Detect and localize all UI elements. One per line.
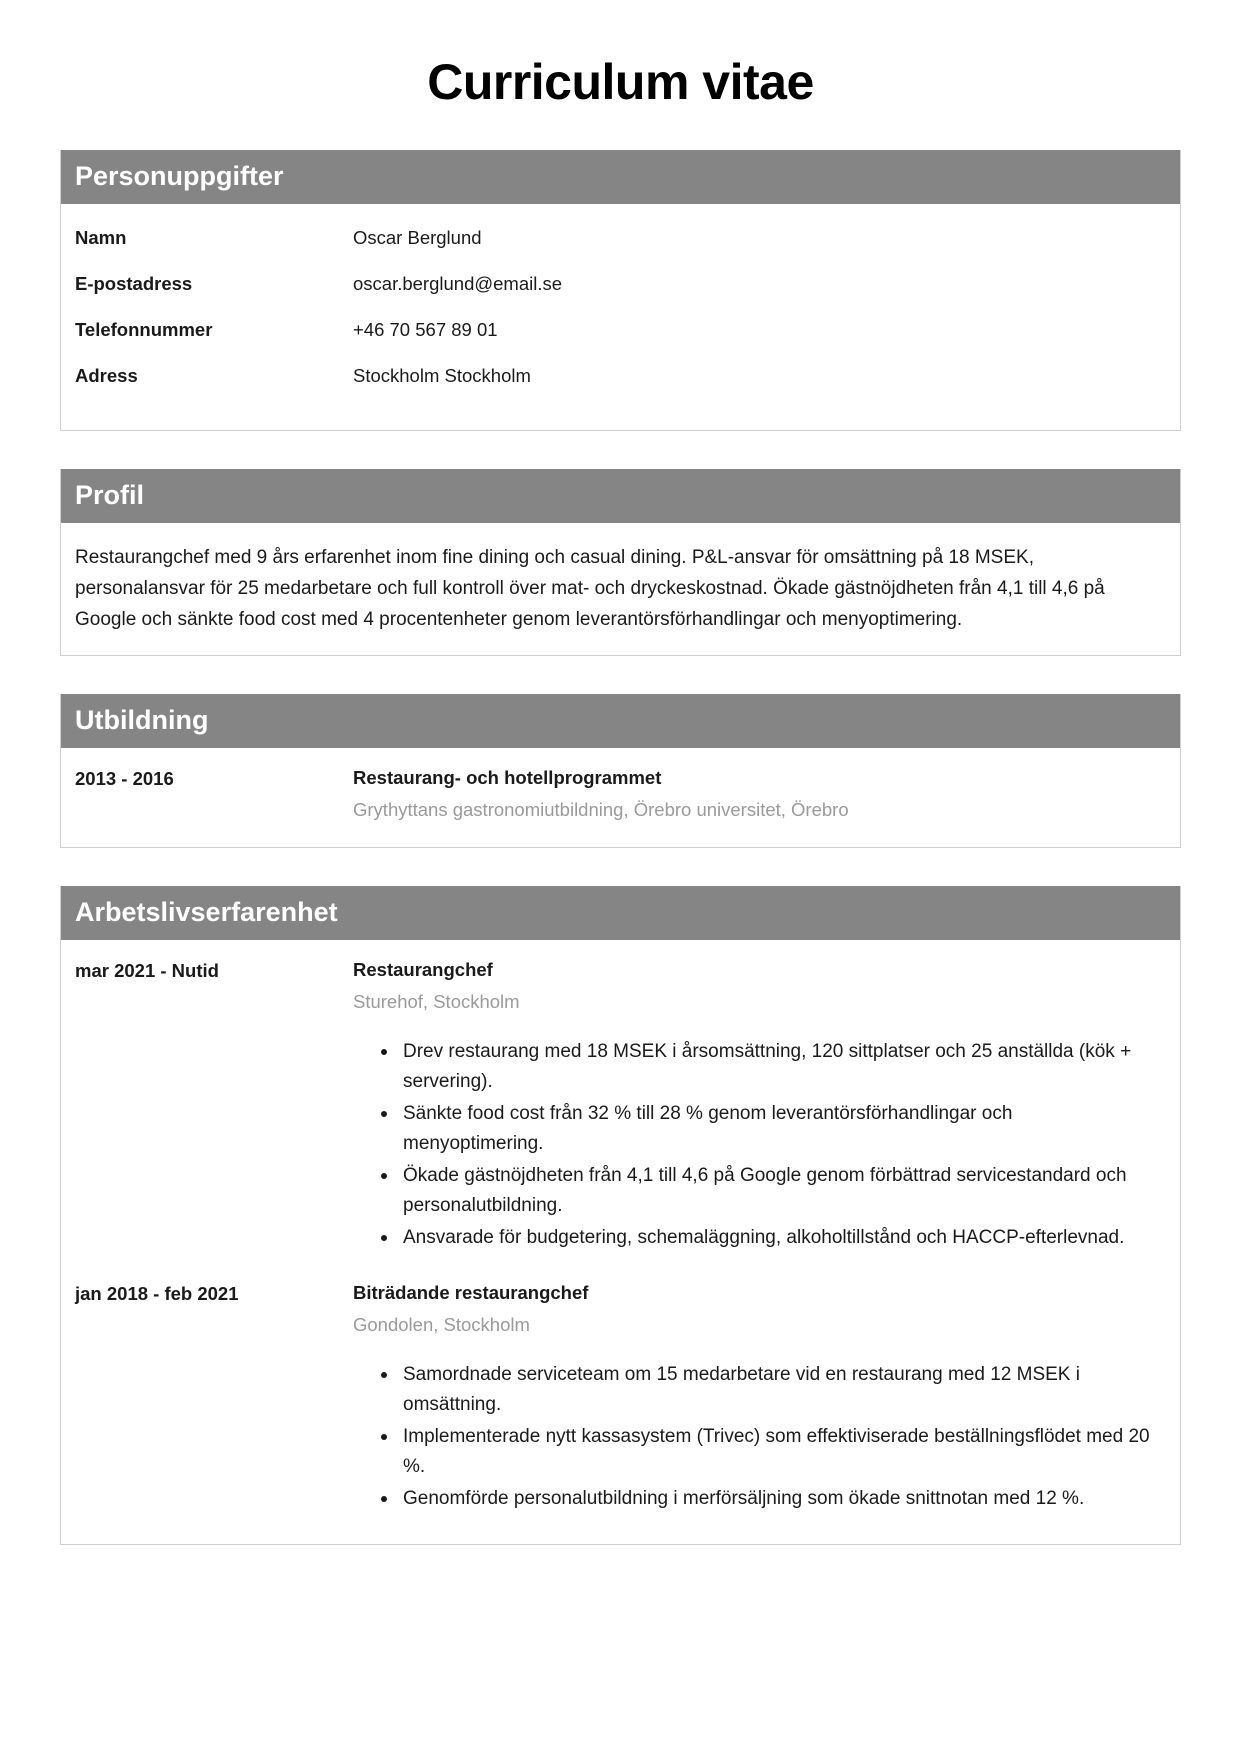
personal-detail-label: Adress [75, 365, 138, 387]
work-experience-body [61, 940, 1180, 1544]
work-experience-entry [75, 1281, 1158, 1516]
work-entry-title: Biträdande restaurangchef [353, 1282, 589, 1304]
personal-detail-value: Stockholm Stockholm [353, 365, 531, 387]
section-heading-profile: Profil [61, 469, 1180, 523]
work-entry-bullet: Genomförde personalutbildning i merförsäljning som ökade snittnotan med 12 %. [381, 1484, 1158, 1514]
personal-detail-label: E-postadress [75, 273, 193, 295]
education-entry-date: 2013 - 2016 [75, 768, 174, 790]
work-entry-bullet: Sänkte food cost från 32 % till 28 % genom leverantörsförhandlingar och menyoptimering. [381, 1099, 1158, 1159]
section-personal-details [60, 150, 1181, 431]
personal-detail-value: oscar.berglund@email.se [353, 273, 563, 295]
personal-detail-row [75, 226, 1158, 250]
education-entry [75, 766, 1158, 823]
education-entry-main [353, 766, 1158, 823]
section-heading-personal-details: Personuppgifter [61, 150, 1180, 204]
work-entry-bullet: Ansvarade för budgetering, schemaläggning, alkoholtillstånd och HACCP-efterlevnad. [381, 1223, 1158, 1253]
education-body [61, 748, 1180, 847]
work-entry-date: mar 2021 - Nutid [75, 960, 219, 982]
work-entry-bullet-list [353, 1360, 1158, 1514]
work-entry-title: Restaurangchef [353, 959, 493, 981]
personal-detail-row [75, 272, 1158, 296]
personal-details-body [61, 204, 1180, 430]
work-experience-entry [75, 958, 1158, 1255]
education-entry-organization: Grythyttans gastronomiutbildning, Örebro universitet, Örebro [353, 799, 849, 821]
section-work-experience [60, 886, 1181, 1545]
education-entry-title: Restaurang- och hotellprogrammet [353, 767, 662, 789]
personal-detail-label: Namn [75, 227, 127, 248]
personal-detail-row [75, 318, 1158, 342]
personal-detail-label: Telefonnummer [75, 319, 213, 341]
profile-body [61, 523, 1180, 655]
personal-detail-value: +46 70 567 89 01 [353, 319, 498, 341]
section-heading-work-experience: Arbetslivserfarenhet [61, 886, 1180, 940]
section-heading-education: Utbildning [61, 694, 1180, 748]
work-entry-bullet: Implementerade nytt kassasystem (Trivec) som effektiviserade beställningsflödet med 20 %. [381, 1422, 1158, 1482]
work-entry-organization: Gondolen, Stockholm [353, 1314, 530, 1336]
work-entry-bullet: Drev restaurang med 18 MSEK i årsomsättning, 120 sittplatser och 25 anställda (kök + servering). [381, 1037, 1158, 1097]
work-entry-date: jan 2018 - feb 2021 [75, 1283, 239, 1305]
work-entry-bullet: Samordnade serviceteam om 15 medarbetare vid en restaurang med 12 MSEK i omsättning. [381, 1360, 1158, 1420]
section-education [60, 694, 1181, 848]
personal-detail-row [75, 364, 1158, 388]
personal-detail-value: Oscar Berglund [353, 227, 482, 248]
work-entry-bullet-list [353, 1037, 1158, 1253]
work-entry-organization: Sturehof, Stockholm [353, 991, 520, 1013]
work-entry-main [353, 958, 1158, 1255]
work-entry-main [353, 1281, 1158, 1516]
work-entry-bullet: Ökade gästnöjdheten från 4,1 till 4,6 på Google genom förbättrad servicestandard och personalutbildning. [381, 1161, 1158, 1221]
page-title: Curriculum vitae [427, 54, 814, 110]
profile-summary-text: Restaurangchef med 9 års erfarenhet inom fine dining och casual dining. P&L-ansvar för omsättning på 18 MSEK, personalansvar för 25 medarbetare och full kontroll över mat- och dryckeskostnad. Ökade gästnöjdheten från 4,1 till 4,6 på Google och sänkte food cost med 4 procentenheter genom leverantörsförhandlingar och menyoptimering. [75, 547, 1105, 630]
section-profile [60, 469, 1181, 656]
